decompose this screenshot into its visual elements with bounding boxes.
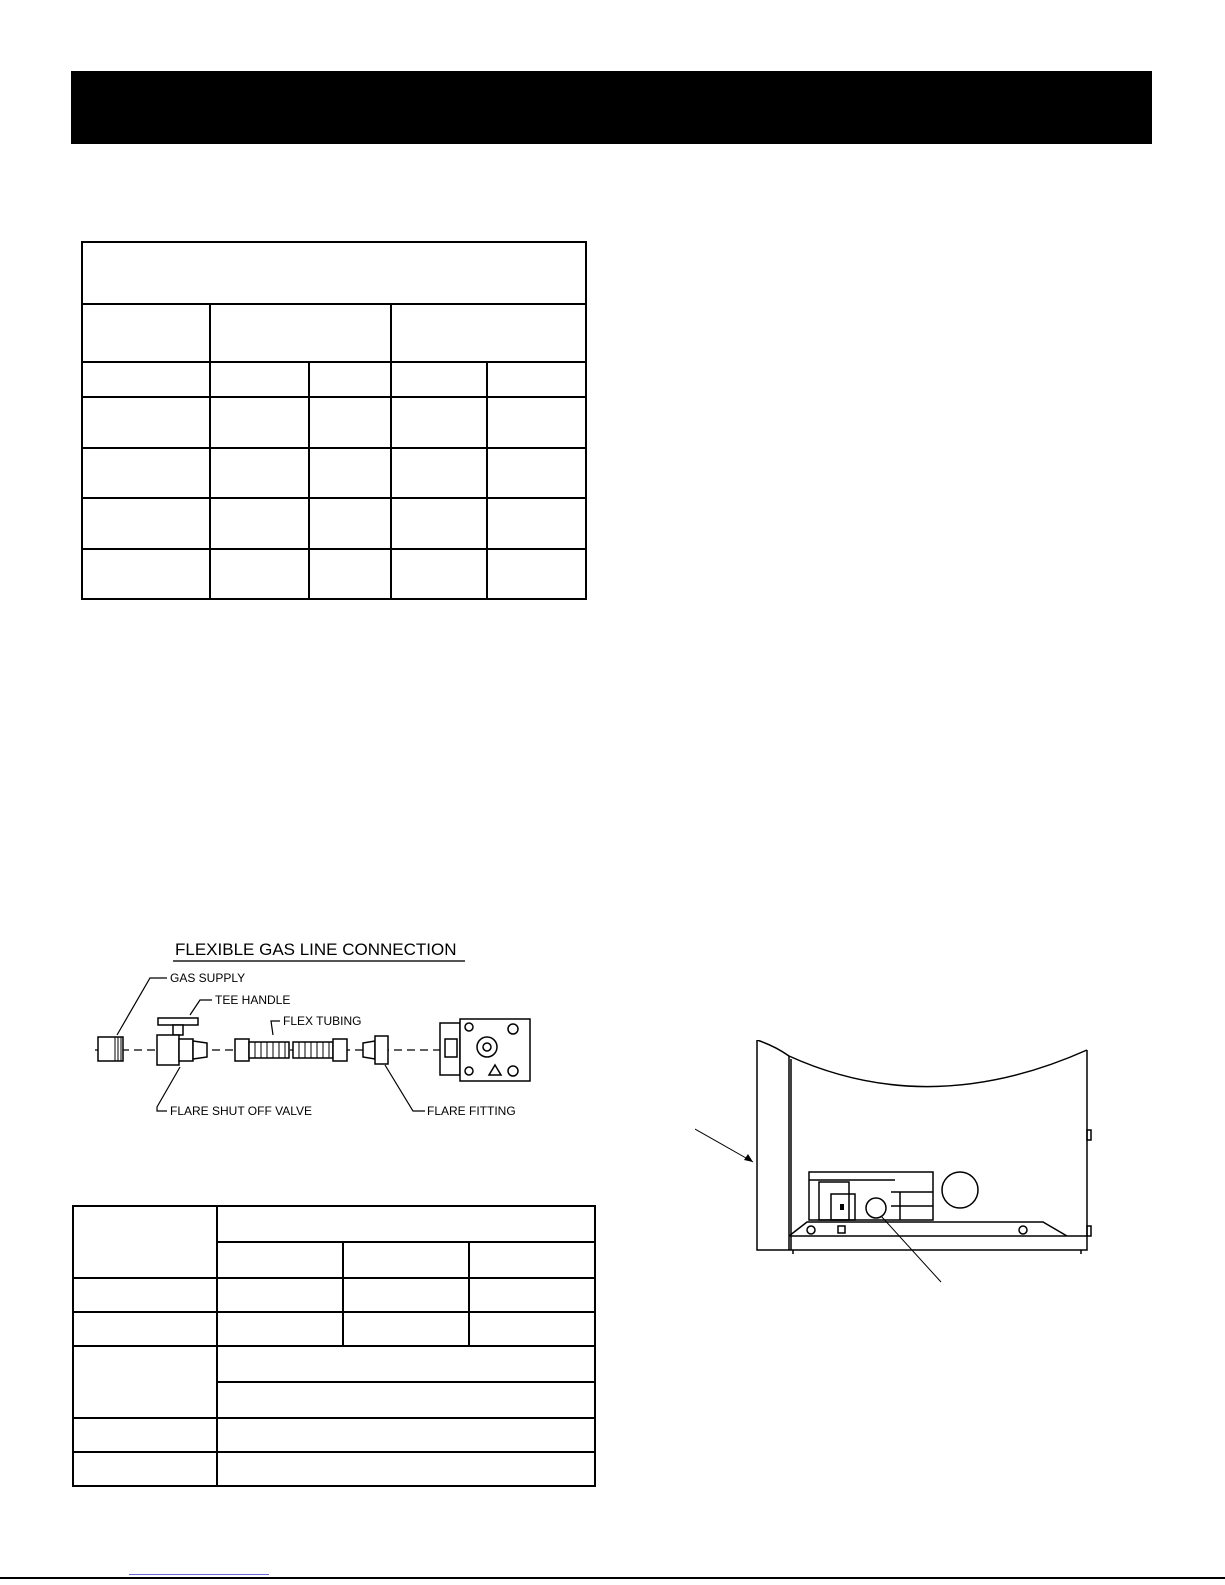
flare-shutoff-valve-icon	[157, 1018, 207, 1065]
table-row	[73, 1418, 595, 1452]
page-header-bar	[71, 71, 1152, 144]
table-subheader-cell	[82, 362, 210, 397]
label-tee-handle: TEE HANDLE	[215, 993, 291, 1007]
table-subheader-cell	[309, 362, 391, 397]
table-header-cell	[217, 1206, 595, 1242]
table-header-cell	[391, 304, 586, 362]
table-row	[82, 498, 586, 549]
table-subheader-cell	[469, 1242, 595, 1278]
table-title-cell	[82, 242, 586, 304]
label-flex-tubing: FLEX TUBING	[283, 1014, 362, 1028]
gas-supply-pipe-icon	[98, 1037, 123, 1061]
table-subheader-cell	[210, 362, 309, 397]
table-row	[73, 1346, 595, 1382]
unit-cutaway-figure	[695, 1040, 1105, 1300]
table-subheader-cell	[391, 362, 487, 397]
table-subheader-cell	[217, 1242, 343, 1278]
table-row	[73, 1278, 595, 1312]
figure-title: FLEXIBLE GAS LINE CONNECTION	[175, 940, 457, 959]
specifications-table	[72, 1205, 596, 1487]
table-row	[82, 448, 586, 498]
table-subheader-cell	[343, 1242, 469, 1278]
table-row	[73, 1312, 595, 1346]
flare-fitting-icon	[363, 1036, 388, 1064]
table-row	[82, 549, 586, 599]
label-flare-fitting: FLARE FITTING	[427, 1104, 516, 1118]
footer-rule	[0, 1577, 1225, 1579]
table-header-cell	[210, 304, 391, 362]
label-gas-supply: GAS SUPPLY	[170, 971, 246, 985]
table-row	[82, 397, 586, 448]
table-row	[73, 1452, 595, 1486]
gas-valve-icon	[440, 1019, 530, 1081]
table-header-cell	[73, 1206, 217, 1278]
table-subheader-cell	[487, 362, 586, 397]
label-flare-shutoff-valve: FLARE SHUT OFF VALVE	[170, 1104, 313, 1118]
footer-link-underline	[129, 1574, 269, 1575]
table-header-cell	[82, 304, 210, 362]
flexible-gas-line-figure	[95, 935, 545, 1135]
gas-pressure-table	[81, 241, 587, 600]
